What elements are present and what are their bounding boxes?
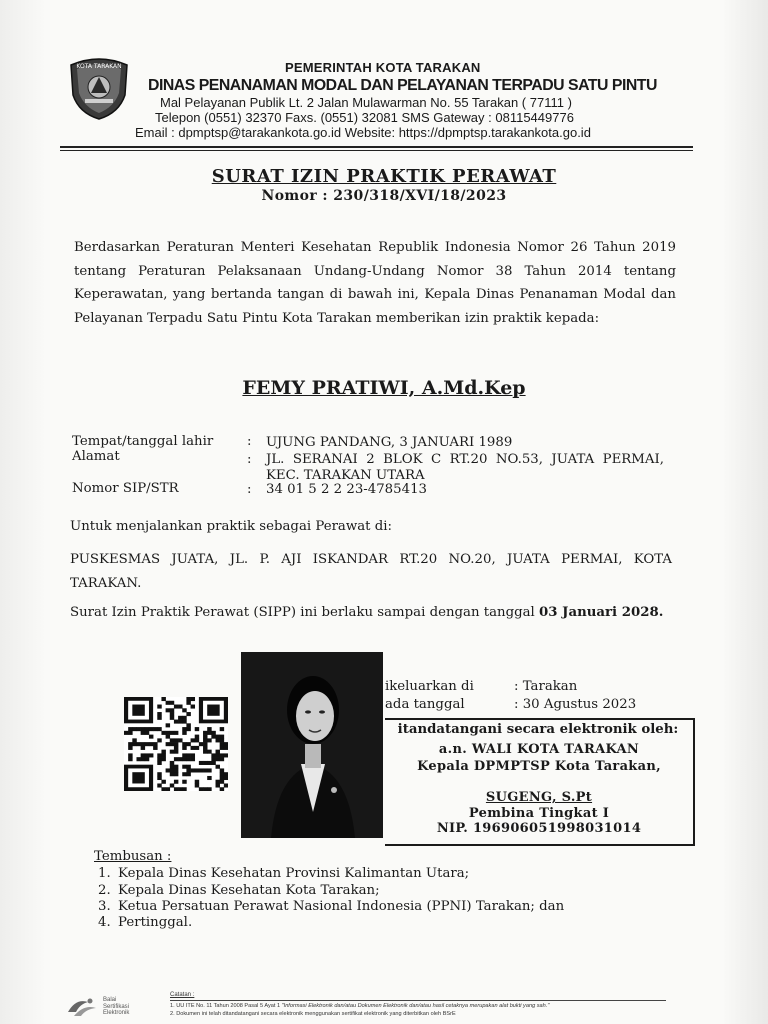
- cc-item: 4. Pertinggal.: [98, 915, 193, 930]
- cc-item: 1. Kepala Dinas Kesehatan Provinsi Kalimantan Utara;: [98, 866, 470, 881]
- address-colon: :: [247, 452, 252, 467]
- qr-code-icon: [124, 697, 228, 791]
- issued-on-label: ada tanggal: [385, 697, 465, 712]
- validity-text: Surat Izin Praktik Perawat (SIPP) ini berlaku sampai dengan tanggal: [70, 605, 535, 620]
- on-behalf-line: a.n. WALI KOTA TARAKAN: [438, 742, 640, 757]
- validity-statement: [70, 601, 672, 625]
- agency-name: DINAS PENANAMAN MODAL DAN PELAYANAN TERPADU SATU PINTU: [148, 77, 657, 94]
- address-label: Alamat: [72, 449, 120, 464]
- cc-item: 3. Ketua Persatuan Perawat Nasional Indonesia (PPNI) Tarakan; dan: [98, 899, 565, 914]
- sip-label: Nomor SIP/STR: [72, 481, 179, 496]
- agency-address: Mal Pelayanan Publik Lt. 2 Jalan Mulawarman No. 55 Tarakan ( 77111 ): [160, 95, 572, 110]
- issued-on-value: : 30 Agustus 2023: [514, 697, 637, 712]
- issued-at-label: ikeluarkan di: [385, 679, 474, 694]
- cc-title: Tembusan :: [94, 849, 172, 864]
- bsre-logo-icon: [66, 996, 98, 1018]
- birth-colon: :: [247, 434, 252, 449]
- signer-rank: Pembina Tingkat I: [468, 806, 610, 821]
- intro-paragraph: Berdasarkan Peraturan Menteri Kesehatan Republik Indonesia Nomor 26 Tahun 2019 tentang Peraturan Pelaksanaan Undang-Undang Nomor 38 Tahun 2014 tentang Keperawatan, yang bertanda tangan di bawah ini, Kepala Dinas Penanaman Modal dan Pelayanan Terpadu Satu Pintu Kota Tarakan memberikan izin praktik kepada:: [74, 240, 676, 326]
- city-emblem-icon: [67, 55, 131, 121]
- sip-value: 34 01 5 2 2 23-4785413: [266, 482, 427, 497]
- birth-label: Tempat/tanggal lahir: [72, 434, 214, 449]
- footer-divider: [170, 1000, 666, 1001]
- letterhead-divider: [60, 146, 693, 148]
- footer-note-1: 1. UU ITE No. 11 Tahun 2008 Pasal 5 Ayat 1 "Informasi Elektronik dan/atau Dokumen Elektronik dan/atau hasil cetaknya merupakan alat bukti yang sah.": [170, 1003, 550, 1009]
- issued-at-value: : Tarakan: [514, 679, 578, 694]
- cc-item: 2. Kepala Dinas Kesehatan Kota Tarakan;: [98, 883, 380, 898]
- practice-intro: Untuk menjalankan praktik sebagai Perawat di:: [70, 519, 392, 534]
- document-number: Nomor : 230/318/XVI/18/2023: [261, 188, 507, 204]
- letterhead-divider-thin: [60, 150, 693, 151]
- holder-name: FEMY PRATIWI, A.Md.Kep: [242, 377, 526, 399]
- signer-position: Kepala DPMPTSP Kota Tarakan,: [417, 759, 661, 774]
- birth-value: UJUNG PANDANG, 3 JANUARI 1989: [266, 435, 513, 450]
- svg-text:KOTA TARAKAN: KOTA TARAKAN: [76, 63, 122, 70]
- address-value: JL. SERANAI 2 BLOK C RT.20 NO.53, JUATA PERMAI, KEC. TARAKAN UTARA: [266, 452, 664, 483]
- validity-date: 03 Januari 2028.: [539, 605, 664, 620]
- footer-note-2: 2. Dokumen ini telah ditandatangani secara elektronik menggunakan sertifikat elektronik yang diterbitkan oleh BSrE: [170, 1011, 456, 1017]
- signer-nip: NIP. 196906051998031014: [436, 821, 642, 836]
- government-name: PEMERINTAH KOTA TARAKAN: [285, 60, 481, 75]
- holder-photo: [241, 652, 383, 838]
- signer-name: SUGENG, S.Pt: [485, 790, 593, 805]
- bsre-label: Balai Sertifikasi Elektronik: [103, 997, 130, 1016]
- practice-place: PUSKESMAS JUATA, JL. P. AJI ISKANDAR RT.20 NO.20, JUATA PERMAI, KOTA TARAKAN.: [70, 552, 672, 591]
- sip-colon: :: [247, 482, 252, 497]
- footer-note-title: Catatan :: [170, 992, 195, 998]
- signed-electronically-heading: itandatangani secara elektronik oleh:: [397, 722, 679, 737]
- agency-phone: Telepon (0551) 32370 Faxs. (0551) 32081 SMS Gateway : 08115449776: [155, 110, 574, 125]
- document-title: SURAT IZIN PRAKTIK PERAWAT: [211, 166, 557, 187]
- agency-email: Email : dpmptsp@tarakankota.go.id Website: https://dpmptsp.tarakankota.go.id: [135, 125, 591, 140]
